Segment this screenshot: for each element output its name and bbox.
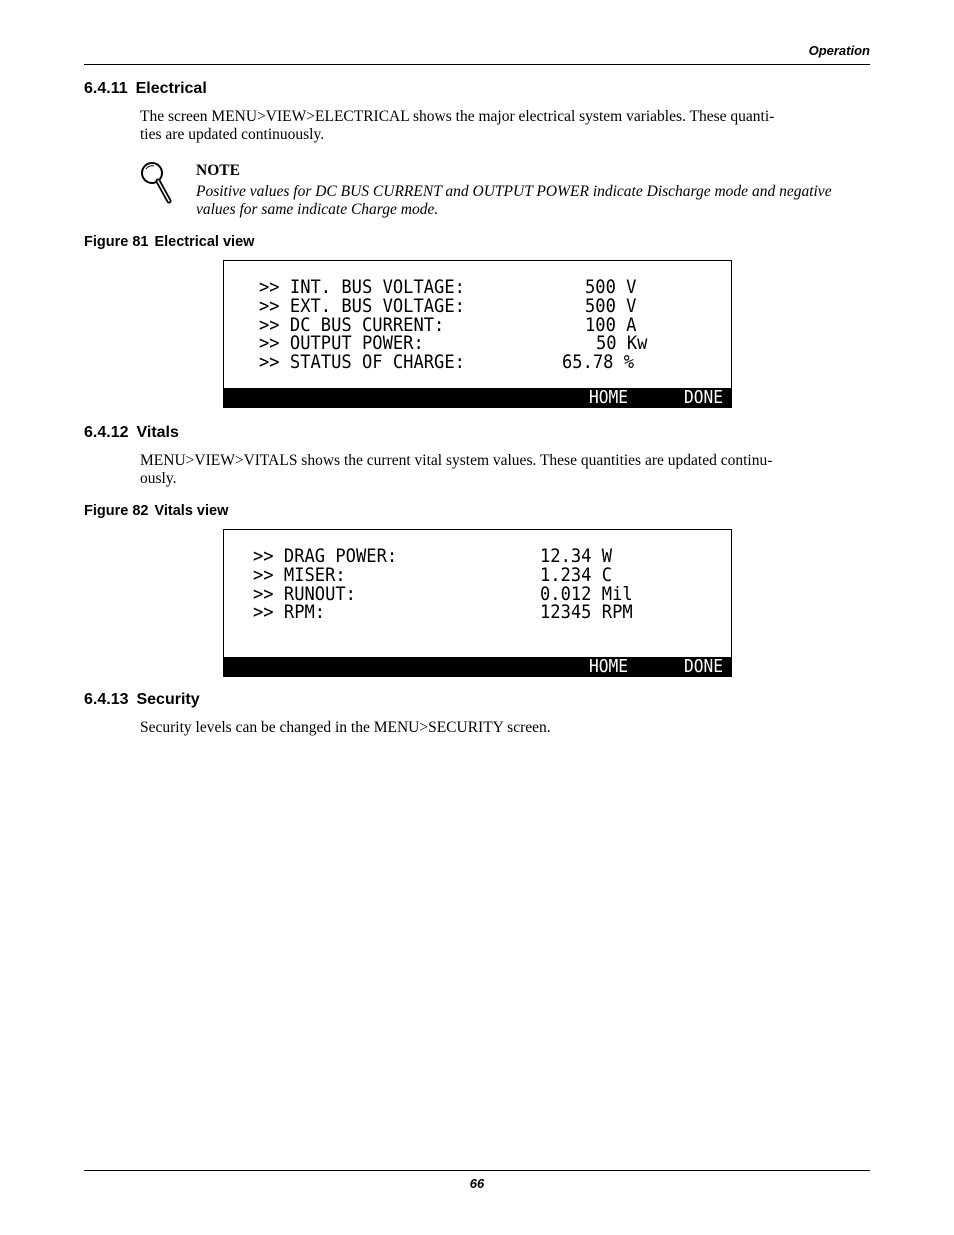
row-label: OUTPUT POWER: bbox=[289, 332, 424, 354]
figure-title: Electrical view bbox=[154, 234, 255, 250]
home-softkey[interactable]: HOME bbox=[589, 387, 629, 408]
row-value: 1.234 C bbox=[540, 564, 613, 586]
home-softkey[interactable]: HOME bbox=[589, 656, 629, 677]
section-heading-security bbox=[84, 691, 200, 709]
row-label: STATUS OF CHARGE: bbox=[289, 351, 465, 373]
row-label: RPM: bbox=[283, 601, 326, 623]
figure-label: Figure 82 bbox=[84, 503, 149, 519]
section-number: 6.4.11 bbox=[84, 80, 128, 97]
note-text: Positive values for DC BUS CURRENT and OUTPUT POWER indicate Discharge mode and negative values for same indicate Charge mode. bbox=[196, 183, 832, 218]
footer-rule bbox=[84, 1170, 870, 1171]
row-label: DRAG POWER: bbox=[283, 545, 398, 567]
header-rule bbox=[84, 64, 870, 65]
row-label: EXT. BUS VOLTAGE: bbox=[289, 295, 465, 317]
section-body-security: Security levels can be changed in the MENU>SECURITY screen. bbox=[140, 719, 551, 736]
row-value: 0.012 Mil bbox=[540, 583, 633, 605]
row-value: 12.34 W bbox=[540, 545, 613, 567]
running-header: Operation bbox=[808, 43, 870, 58]
row-label: DC BUS CURRENT: bbox=[289, 314, 445, 336]
done-softkey[interactable]: DONE bbox=[684, 387, 724, 408]
row-prompt: >> bbox=[253, 601, 274, 623]
figure-label: Figure 81 bbox=[84, 234, 149, 250]
row-prompt: >> bbox=[253, 545, 274, 567]
section-number: 6.4.12 bbox=[84, 424, 129, 441]
row-label: MISER: bbox=[283, 564, 346, 586]
figure-caption-81 bbox=[84, 234, 254, 250]
section-title: Security bbox=[136, 691, 200, 708]
row-label: INT. BUS VOLTAGE: bbox=[289, 276, 465, 298]
row-prompt: >> bbox=[253, 583, 274, 605]
softkey-bar bbox=[224, 388, 731, 407]
row-prompt: >> bbox=[259, 295, 280, 317]
magnifier-icon bbox=[138, 160, 174, 206]
section-number: 6.4.13 bbox=[84, 691, 129, 708]
screen-row bbox=[253, 603, 325, 622]
page-number: 66 bbox=[469, 1176, 485, 1191]
section-title: Vitals bbox=[136, 424, 179, 441]
row-value: 50 Kw bbox=[596, 332, 648, 354]
row-prompt: >> bbox=[259, 314, 280, 336]
electrical-view-screen bbox=[223, 260, 732, 408]
section-body-vitals: MENU>VIEW>VITALS shows the current vital system values. These quantities are updated continu- ously. bbox=[140, 452, 773, 487]
section-body-electrical: The screen MENU>VIEW>ELECTRICAL shows the major electrical system variables. These quanti- ties are updated continuously. bbox=[140, 108, 775, 143]
done-softkey[interactable]: DONE bbox=[684, 656, 724, 677]
figure-caption-82 bbox=[84, 503, 228, 519]
row-value: 12345 RPM bbox=[540, 601, 633, 623]
section-heading-electrical bbox=[84, 80, 207, 98]
softkey-bar bbox=[224, 657, 731, 676]
row-prompt: >> bbox=[253, 564, 274, 586]
row-value: 500 V bbox=[585, 276, 637, 298]
row-value: 100 A bbox=[585, 314, 637, 336]
figure-title: Vitals view bbox=[154, 503, 229, 519]
row-label: RUNOUT: bbox=[283, 583, 356, 605]
row-value: 65.78 % bbox=[562, 351, 635, 373]
section-title: Electrical bbox=[135, 80, 207, 97]
row-prompt: >> bbox=[259, 276, 280, 298]
note-title: NOTE bbox=[196, 162, 240, 179]
screen-row bbox=[259, 353, 465, 372]
row-prompt: >> bbox=[259, 351, 280, 373]
row-value: 500 V bbox=[585, 295, 637, 317]
row-prompt: >> bbox=[259, 332, 280, 354]
vitals-view-screen bbox=[223, 529, 732, 677]
section-heading-vitals bbox=[84, 424, 179, 442]
